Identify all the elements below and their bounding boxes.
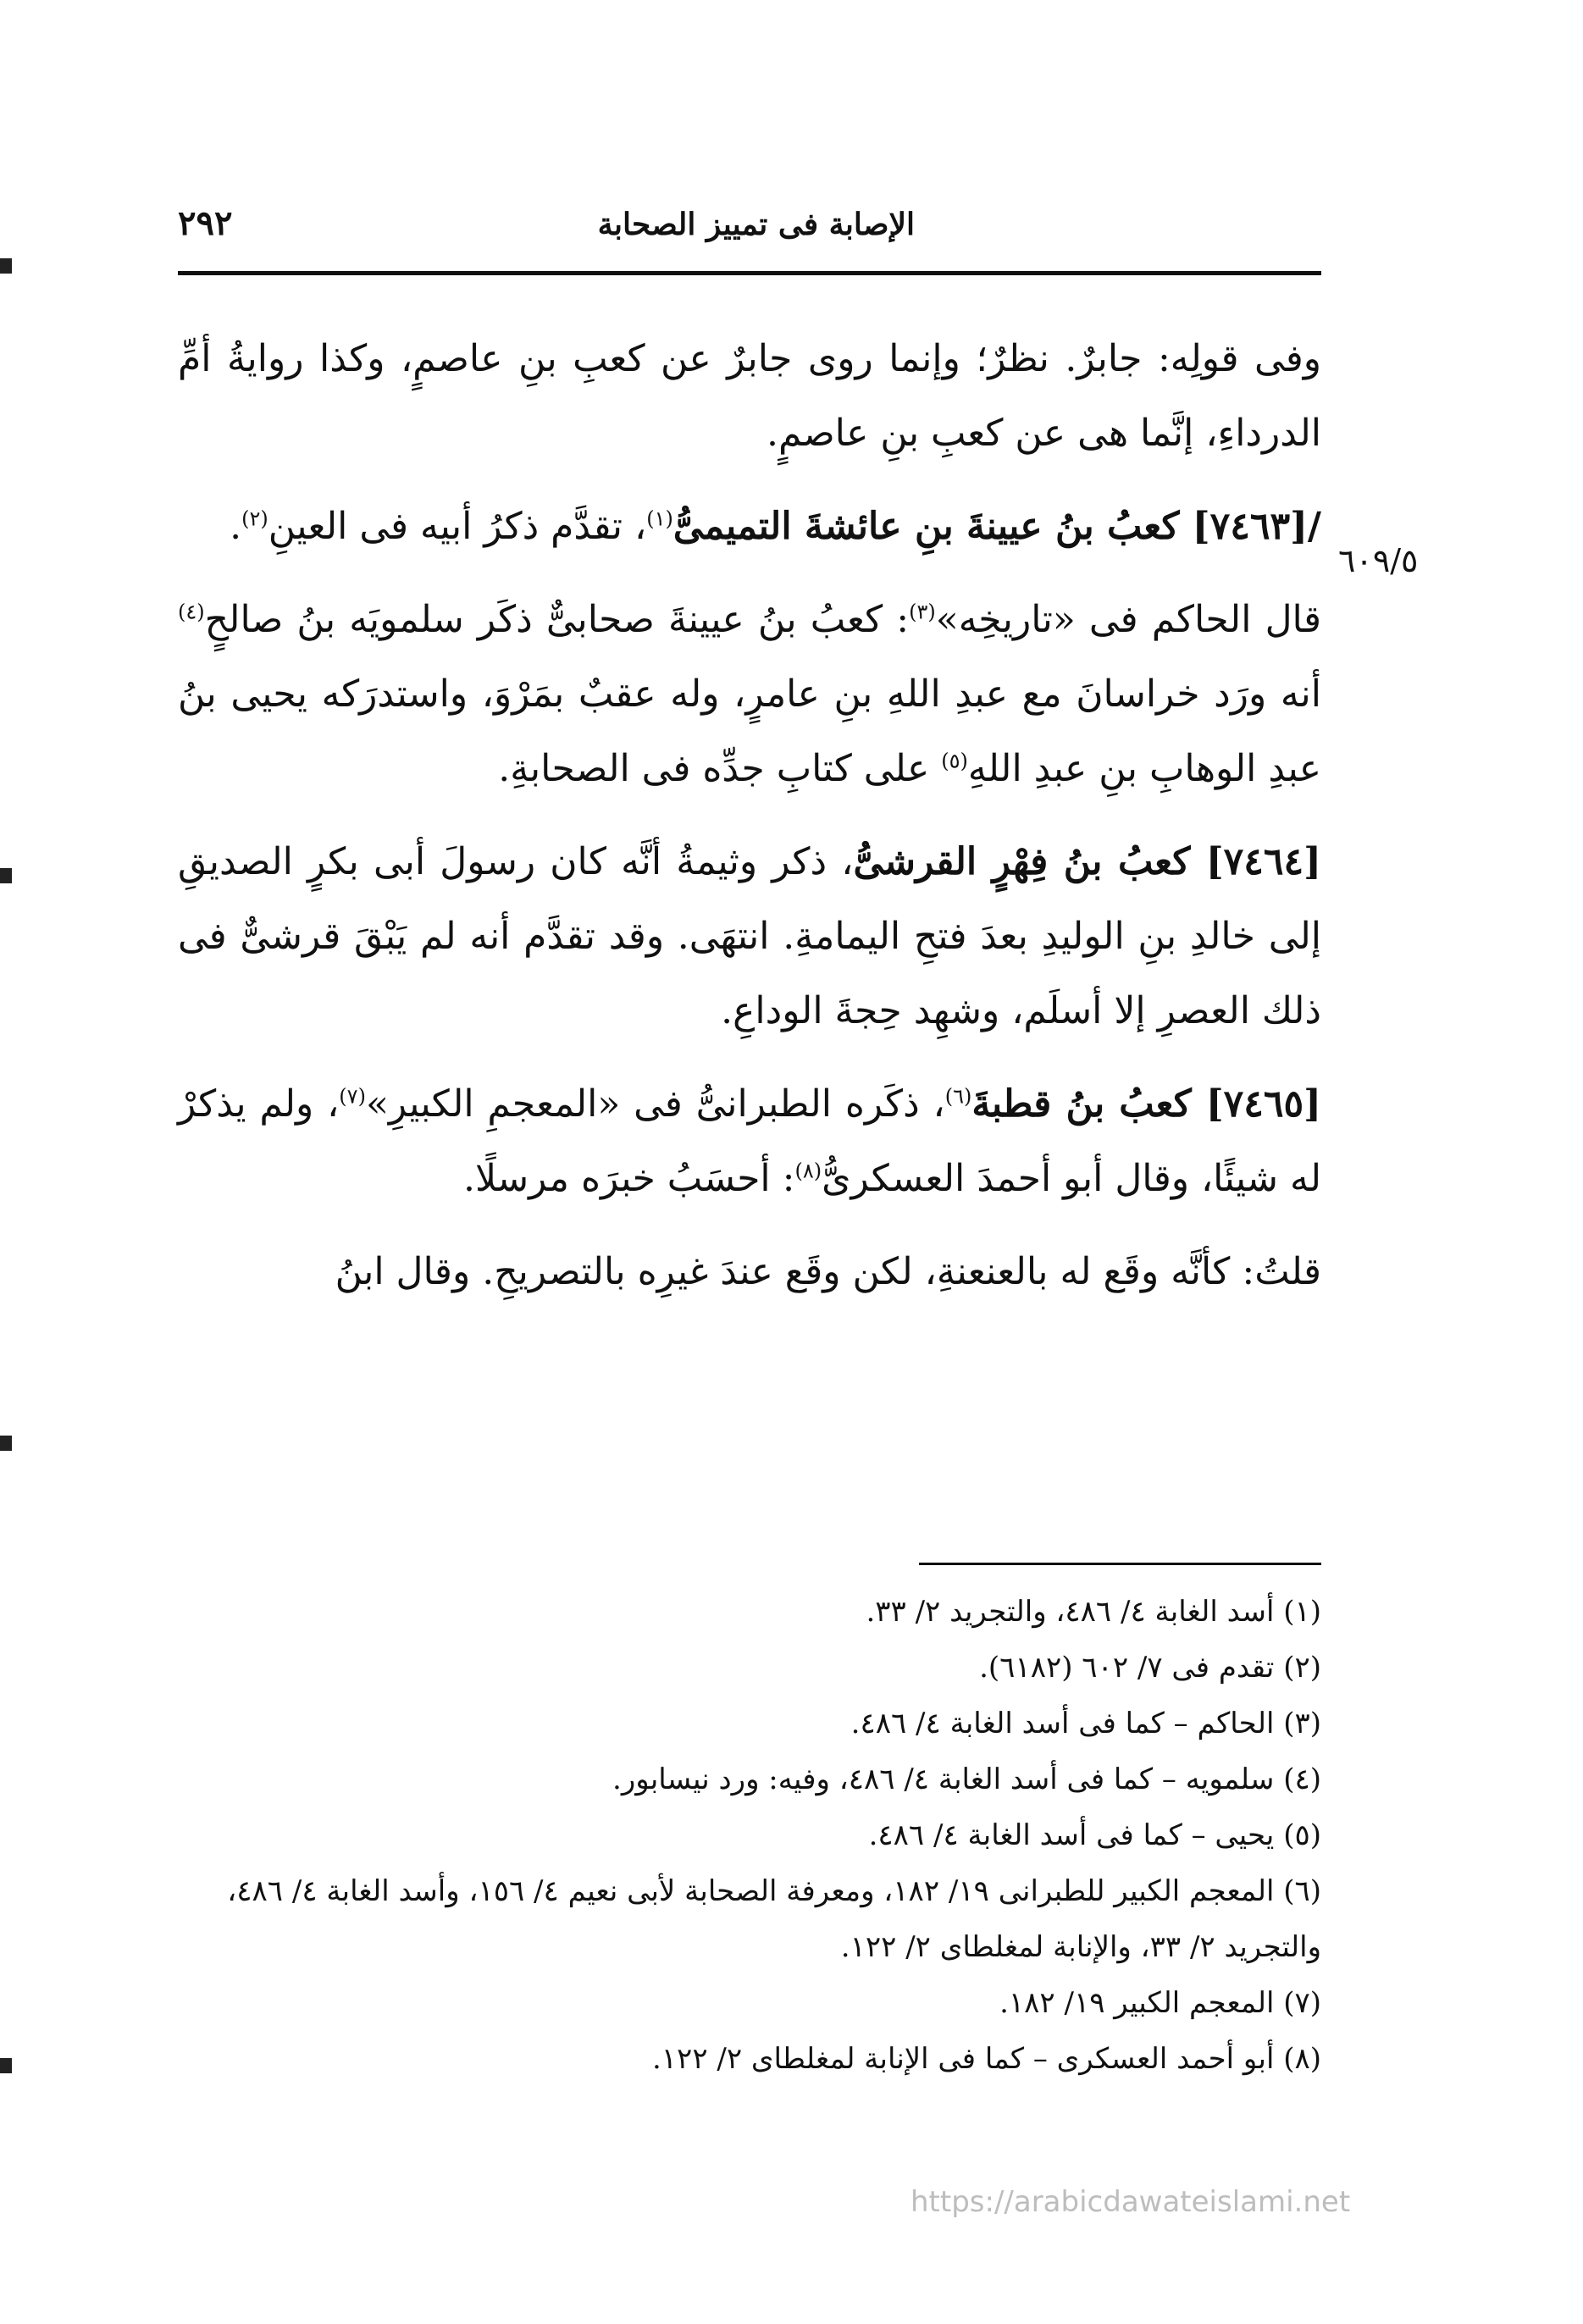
scan-edge-mark <box>0 868 12 883</box>
entry-7464 <box>178 825 1321 1049</box>
footnote-ref: (٦) <box>944 1084 972 1109</box>
page-number: ٢٩٢ <box>178 203 233 243</box>
entry-heading: /[٧٤٦٣] كعبُ بنُ عيينةَ بنِ عائشةَ التميمىُّ <box>672 505 1321 548</box>
paragraph-text: قلتُ: كأنَّه وقَع له بالعنعنةِ، لكن وقَع عندَ غيرِه بالتصريحِ. وقال ابنُ <box>335 1250 1321 1293</box>
footnote-ref: (٧) <box>339 1084 366 1109</box>
scan-edge-mark <box>0 1436 12 1451</box>
entry-text: ، ذكَره الطبرانىُّ فى «المعجمِ الكبيرِ» <box>365 1082 945 1126</box>
paragraph-text: على كتابِ جدِّه فى الصحابةِ. <box>498 747 942 790</box>
paragraph <box>178 1235 1321 1309</box>
footnote: (٦) المعجم الكبير للطبرانى ١٩/ ١٨٢، ومعرفة الصحابة لأبى نعيم ٤/ ١٥٦، وأسد الغابة ٤/ ٤٨٦، والتجريد ٢/ ٣٣، والإنابة لمغلطاى ٢/ ١٢٢. <box>227 1874 1321 1964</box>
footnote-ref: (٥) <box>941 749 968 773</box>
footnote-ref: (٢) <box>241 506 268 531</box>
paragraph <box>178 322 1321 471</box>
footnote: (٨) أبو أحمد العسكرى – كما فى الإنابة لمغلطاى ٢/ ١٢٢. <box>651 2042 1321 2076</box>
footnote: (١) أسد الغابة ٤/ ٤٨٦، والتجريد ٢/ ٣٣. <box>866 1595 1321 1629</box>
entry-heading: [٧٤٦٤] كعبُ بنُ فِهْرٍ القرشىُّ <box>853 840 1321 883</box>
footnote: (٢) تقدم فى ٧/ ٦٠٢ (٦١٨٢). <box>979 1651 1321 1685</box>
footnote-ref: (٨) <box>794 1159 822 1183</box>
entry-7463 <box>178 490 1321 564</box>
paragraph-text: قال الحاكم فى «تاريخِه» <box>935 598 1321 641</box>
header-rule <box>178 271 1321 275</box>
body-text <box>178 322 1321 1328</box>
paragraph <box>178 583 1321 806</box>
entry-text: ، ذكر وثيمةُ أنَّه كان رسولَ أبى بكرٍ الصديقِ إلى خالدِ بنِ الوليدِ بعدَ فتحِ اليمامةِ. انتهَى. وقد تقدَّم أنه لم يَبْقَ قرشىٌّ فى ذلك العصرِ إلا أسلَم، وشهِد حِجةَ الوداعِ. <box>178 840 1321 1032</box>
paragraph-text: : كعبُ بنُ عيينةَ صحابىٌّ ذكَر سلمويَه بنُ صالحٍ <box>204 598 910 641</box>
scan-edge-mark <box>0 258 12 274</box>
entry-heading: [٧٤٦٥] كعبُ بنُ قطبةَ <box>971 1082 1321 1126</box>
footnote: (٥) يحيى – كما فى أسد الغابة ٤/ ٤٨٦. <box>868 1818 1321 1852</box>
margin-note: ٦٠٩/٥ <box>1338 542 1419 579</box>
entry-text: . <box>230 505 242 548</box>
footnote-ref: (٣) <box>909 600 936 624</box>
watermark-url: https://arabicdawateislami.net <box>911 2185 1351 2219</box>
footnote-rule <box>919 1563 1321 1565</box>
footnote-ref: (٤) <box>178 600 205 624</box>
paragraph-text: وفى قولِه: جابرٌ. نظرٌ؛ وإنما روى جابرٌ عن كعبِ بنِ عاصمٍ، وكذا روايةُ أمِّ الدرداءِ، إنَّما هى عن كعبِ بنِ عاصمٍ. <box>178 337 1321 455</box>
entry-text: : أحسَبُ خبرَه مرسلًا. <box>463 1157 795 1200</box>
page-header <box>178 203 1321 246</box>
scan-edge-mark <box>0 2058 12 2073</box>
entry-7465 <box>178 1067 1321 1216</box>
running-title: الإصابة فى تمييز الصحابة <box>597 207 915 242</box>
footnote: (٧) المعجم الكبير ١٩/ ١٨٢. <box>999 1986 1321 2020</box>
entry-text: ، تقدَّم ذكرُ أبيه فى العينِ <box>268 505 647 548</box>
entry-text: ، ولم يذكرْ له شيئًا، وقال أبو أحمدَ العسكرىُّ <box>178 1082 1321 1200</box>
footnotes <box>178 1584 1321 2087</box>
paragraph-text: أنه ورَد خراسانَ مع عبدِ اللهِ بنِ عامرٍ، وله عقبٌ بمَرْوَ، واستدرَكه يحيى بنُ عبدِ الوهابِ بنِ عبدِ اللهِ <box>178 672 1321 790</box>
footnote: (٤) سلمويه – كما فى أسد الغابة ٤/ ٤٨٦، وفيه: ورد نيسابور. <box>612 1762 1321 1796</box>
footnote: (٣) الحاكم – كما فى أسد الغابة ٤/ ٤٨٦. <box>850 1707 1321 1740</box>
footnote-ref: (١) <box>646 506 673 531</box>
